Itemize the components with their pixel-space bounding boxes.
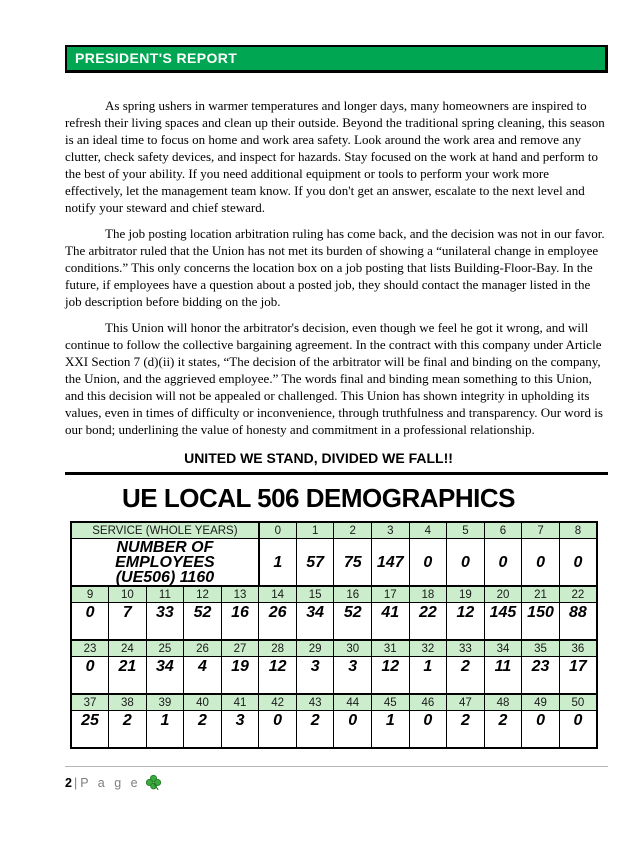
clover-icon: [145, 774, 162, 791]
service-year-cell: 30: [334, 640, 372, 657]
service-year-cell: 11: [146, 586, 184, 603]
employee-count-cell: 2: [447, 657, 485, 695]
service-year-cell: 33: [447, 640, 485, 657]
employee-count-cell: 1: [146, 711, 184, 749]
service-year-cell: 15: [296, 586, 334, 603]
employee-count-cell: 52: [334, 603, 372, 641]
service-year-cell: 37: [71, 694, 109, 711]
service-year-cell: 28: [259, 640, 297, 657]
service-year-cell: 8: [559, 522, 597, 539]
service-year-cell: 25: [146, 640, 184, 657]
employee-count-cell: 2: [109, 711, 147, 749]
service-year-cell: 7: [522, 522, 560, 539]
employee-count-cell: 19: [221, 657, 259, 695]
employee-count-cell: 0: [447, 539, 485, 587]
demographics-table: [70, 521, 598, 749]
service-year-cell: 18: [409, 586, 447, 603]
service-year-cell: 50: [559, 694, 597, 711]
service-year-cell: 20: [484, 586, 522, 603]
service-year-cell: 43: [296, 694, 334, 711]
employee-count-cell: 12: [259, 657, 297, 695]
employee-count-cell: 0: [559, 539, 597, 587]
employee-count-cell: 0: [522, 711, 560, 749]
service-year-cell: 35: [522, 640, 560, 657]
service-year-cell: 6: [484, 522, 522, 539]
service-year-cell: 45: [372, 694, 410, 711]
service-year-cell: 2: [334, 522, 372, 539]
service-year-cell: 29: [296, 640, 334, 657]
service-year-cell: 44: [334, 694, 372, 711]
service-year-cell: 47: [447, 694, 485, 711]
employee-count-cell: 0: [409, 539, 447, 587]
employee-count-cell: 0: [259, 711, 297, 749]
employee-count-cell: 34: [146, 657, 184, 695]
employee-count-cell: 2: [296, 711, 334, 749]
page-number: 2: [65, 775, 72, 790]
service-year-cell: 39: [146, 694, 184, 711]
service-year-cell: 10: [109, 586, 147, 603]
service-year-cell: 34: [484, 640, 522, 657]
service-year-cell: 31: [372, 640, 410, 657]
report-paragraph-2: The job posting location arbitration ruling has come back, and the decision was not in our favor. The arbitrator ruled that the Union has not met its burden of showing a “unilateral change in employee conditions.” This only concerns the location box on a job posting that lists Building-Floor-Bay. In the future, if employees have a question about a posted job, they should contact the manager listed in the job description before bidding on the job.: [65, 226, 605, 309]
page-label: P a g e: [80, 775, 141, 790]
service-year-cell: 13: [221, 586, 259, 603]
service-year-cell: 49: [522, 694, 560, 711]
employee-count-cell: 1: [409, 657, 447, 695]
employees-label: NUMBER OF EMPLOYEES (UE506) 1160: [71, 539, 259, 587]
service-year-cell: 21: [522, 586, 560, 603]
divider-rule: [65, 472, 608, 475]
service-year-cell: 14: [259, 586, 297, 603]
employee-count-cell: 1: [372, 711, 410, 749]
employee-count-cell: 7: [109, 603, 147, 641]
employee-count-cell: 2: [184, 711, 222, 749]
employee-count-cell: 2: [447, 711, 485, 749]
employee-count-cell: 145: [484, 603, 522, 641]
service-year-cell: 5: [447, 522, 485, 539]
employee-count-cell: 150: [522, 603, 560, 641]
employee-count-cell: 57: [296, 539, 334, 587]
service-year-cell: 41: [221, 694, 259, 711]
report-paragraph-1: As spring ushers in warmer temperatures and longer days, many homeowners are inspired to refresh their living spaces and clean up their outside. Beyond the traditional spring cleaning, this season is an ideal time to focus on home and work area safety. Look around the work area and remove any clutter, check safety devices, and inspect for hazards. Stay focused on the work at hand and perform to the best of your ability. If you need additional equipment or tools to perform your work more effectively, let the management team know. If you don't get an answer, escalate to the next level and notify your steward and chief steward.: [65, 98, 605, 215]
service-year-cell: 23: [71, 640, 109, 657]
service-year-cell: 12: [184, 586, 222, 603]
service-year-cell: 19: [447, 586, 485, 603]
employee-count-cell: 21: [109, 657, 147, 695]
service-year-cell: 26: [184, 640, 222, 657]
service-years-header: SERVICE (WHOLE YEARS): [71, 522, 259, 539]
employee-count-cell: 147: [372, 539, 410, 587]
employee-count-cell: 75: [334, 539, 372, 587]
report-body: [65, 97, 607, 438]
presidents-report-banner: [65, 45, 608, 73]
employee-count-cell: 0: [409, 711, 447, 749]
service-year-cell: 38: [109, 694, 147, 711]
service-year-cell: 9: [71, 586, 109, 603]
page-footer: [65, 766, 608, 791]
demographics-table-body: [71, 522, 597, 748]
service-year-cell: 1: [296, 522, 334, 539]
service-year-cell: 22: [559, 586, 597, 603]
employee-count-cell: 16: [221, 603, 259, 641]
employee-count-cell: 52: [184, 603, 222, 641]
service-year-cell: 40: [184, 694, 222, 711]
union-slogan: UNITED WE STAND, DIVIDED WE FALL!!: [184, 450, 453, 466]
employee-count-cell: 1: [259, 539, 297, 587]
employee-count-cell: 11: [484, 657, 522, 695]
report-paragraph-3: This Union will honor the arbitrator's decision, even though we feel he got it wrong, and will continue to follow the collective bargaining agreement. In the contract with this company under Article XXI Section 7 (d)(ii) it states, “The decision of the arbitrator will be final and binding on the company, the Union, and the aggrieved employee.” The words final and binding mean something to this Union, and this decision will not be appealed or challenged. This Union has shown integrity in upholding its values, even in times of difficulty or inconvenience, through truthfulness and transparency. Our word is our bond; underlining the value of honesty and commitment in a professional relationship.: [65, 320, 603, 437]
service-year-cell: 32: [409, 640, 447, 657]
employee-count-cell: 17: [559, 657, 597, 695]
service-year-cell: 24: [109, 640, 147, 657]
employee-count-cell: 34: [296, 603, 334, 641]
footer-text: [65, 774, 608, 791]
employee-count-cell: 41: [372, 603, 410, 641]
footer-divider: [65, 766, 608, 767]
employee-count-cell: 33: [146, 603, 184, 641]
service-year-cell: 16: [334, 586, 372, 603]
service-year-cell: 48: [484, 694, 522, 711]
footer-separator: |: [73, 775, 78, 790]
employee-count-cell: 4: [184, 657, 222, 695]
service-year-cell: 27: [221, 640, 259, 657]
employee-count-cell: 88: [559, 603, 597, 641]
service-year-cell: 3: [372, 522, 410, 539]
employee-count-cell: 26: [259, 603, 297, 641]
employee-count-cell: 23: [522, 657, 560, 695]
employee-count-cell: 12: [372, 657, 410, 695]
employee-count-cell: 0: [484, 539, 522, 587]
service-year-cell: 36: [559, 640, 597, 657]
employee-count-cell: 2: [484, 711, 522, 749]
employee-count-cell: 0: [71, 603, 109, 641]
service-year-cell: 4: [409, 522, 447, 539]
service-year-cell: 17: [372, 586, 410, 603]
service-year-cell: 42: [259, 694, 297, 711]
employee-count-cell: 0: [334, 711, 372, 749]
banner-title: PRESIDENT'S REPORT: [75, 50, 238, 66]
employee-count-cell: 22: [409, 603, 447, 641]
employee-count-cell: 12: [447, 603, 485, 641]
employee-count-cell: 0: [71, 657, 109, 695]
employee-count-cell: 3: [296, 657, 334, 695]
employee-count-cell: 3: [334, 657, 372, 695]
demographics-title: UE LOCAL 506 DEMOGRAPHICS: [122, 483, 515, 513]
employee-count-cell: 3: [221, 711, 259, 749]
employee-count-cell: 0: [559, 711, 597, 749]
service-year-cell: 46: [409, 694, 447, 711]
service-year-cell: 0: [259, 522, 297, 539]
employee-count-cell: 0: [522, 539, 560, 587]
employee-count-cell: 25: [71, 711, 109, 749]
